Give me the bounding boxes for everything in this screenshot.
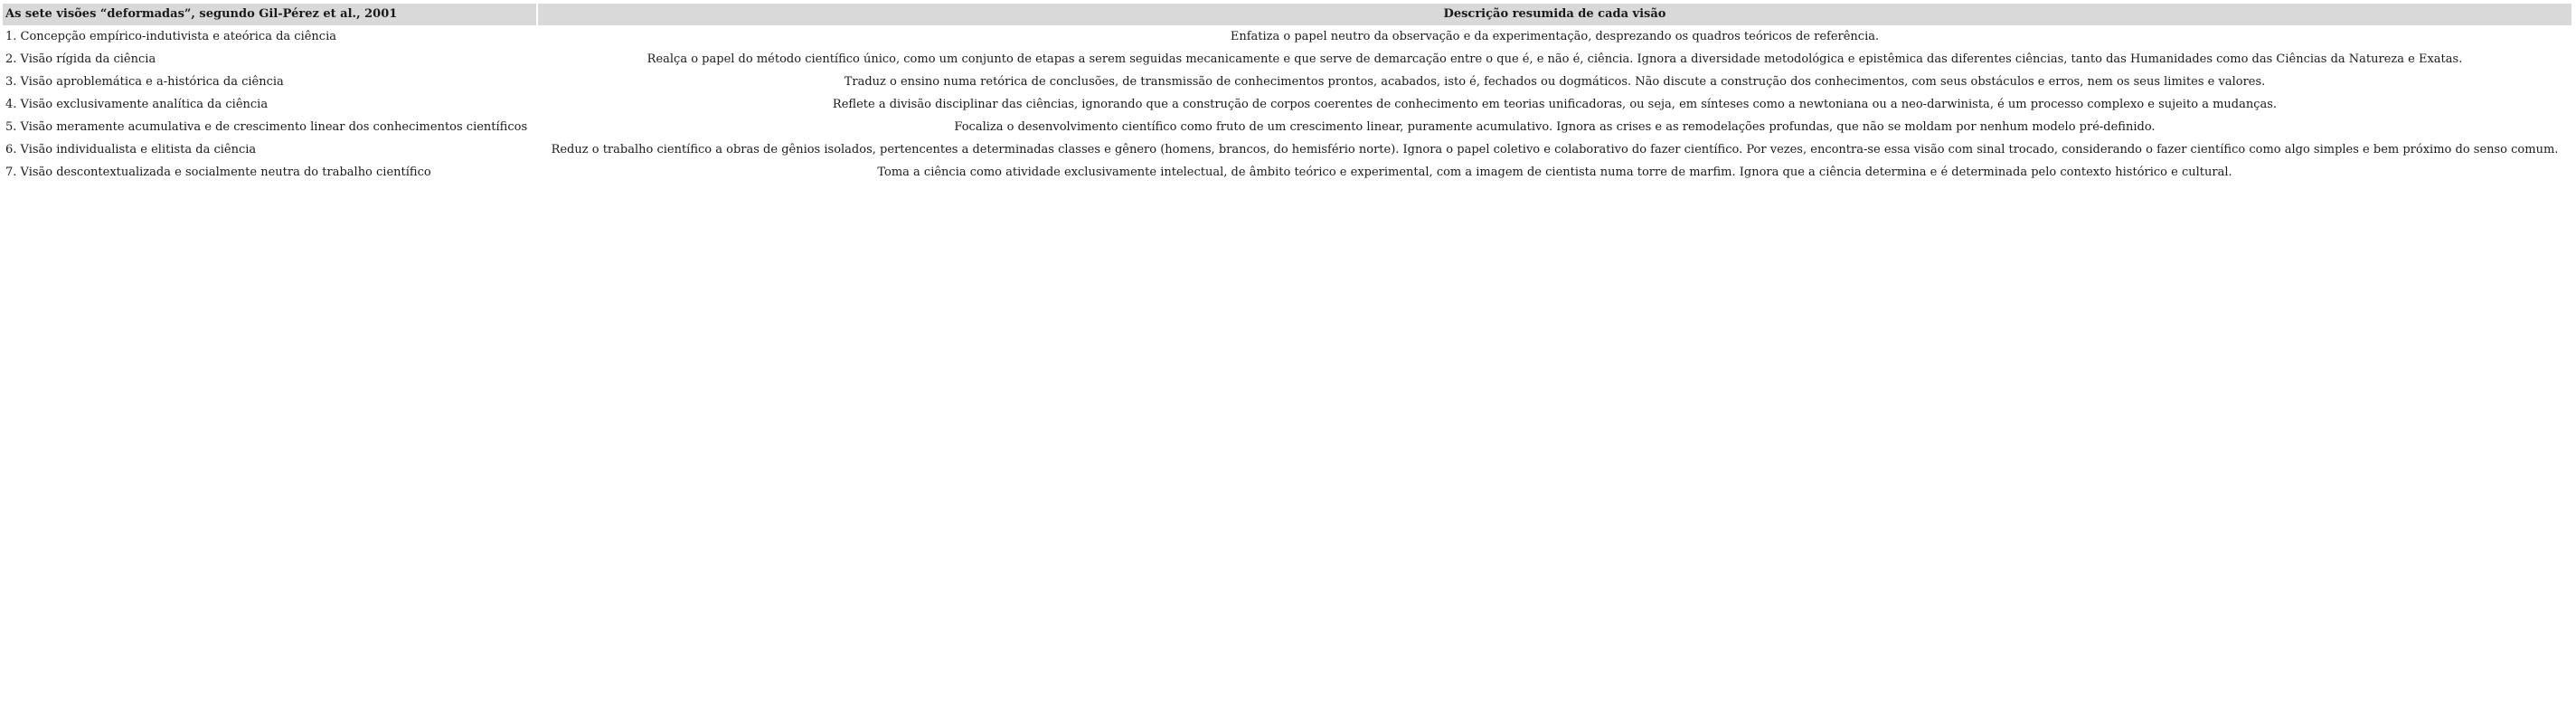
vision-name: 6. Visão individualista e elitista da ciência [5,142,257,156]
vision-description: Toma a ciência como atividade exclusivamente intelectual, de âmbito teórico e experimental, com a imagem de cientista numa torre de marfim. Ignora que a ciência determina e é determinada pelo contexto histórico e cultural. [877,165,2232,179]
table-row [3,71,2571,93]
table-body [3,25,2571,184]
vision-name: 7. Visão descontextualizada e socialmente neutra do trabalho científico [5,165,431,179]
vision-description: Traduz o ensino numa retórica de conclusões, de transmissão de conhecimentos prontos, acabados, isto é, fechados ou dogmáticos. Não discute a construção dos conhecimentos, com seus obstáculos e erros, nem os seus limites e valores. [844,74,2266,89]
vision-description: Reflete a divisão disciplinar das ciências, ignorando que a construção de corpos coerentes de conhecimento em teorias unificadoras, ou seja, em sínteses como a newtoniana ou a neo-darwinista, é um processo complexo e sujeito a mudanças. [832,97,2278,111]
visions-table [1,4,2573,184]
visions-table-container [3,4,2573,184]
table-row [3,93,2571,116]
vision-description: Realça o papel do método científico único, como um conjunto de etapas a serem seguidas mecanicamente e que serve de demarcação entre o que é, e não é, ciência. Ignora a diversidade metodológica e epistêmica das diferentes ciências, tanto das Humanidades como das Ciências da Natureza e Exatas. [646,52,2463,66]
vision-name: 5. Visão meramente acumulativa e de crescimento linear dos conhecimentos científicos [5,119,528,134]
header-description: Descrição resumida de cada visão [538,4,2571,25]
vision-description: Enfatiza o papel neutro da observação e da experimentação, desprezando os quadros teóricos de referência. [1230,29,1880,43]
vision-name: 2. Visão rígida da ciência [5,52,156,66]
vision-description: Focaliza o desenvolvimento científico como fruto de um crescimento linear, puramente acumulativo. Ignora as crises e as remodelações profundas, que não se moldam por nenhum modelo pré-definido. [954,119,2156,134]
table-row [3,48,2571,71]
vision-name: 4. Visão exclusivamente analítica da ciência [5,97,269,111]
table-row [3,161,2571,184]
vision-description: Reduz o trabalho científico a obras de gênios isolados, pertencentes a determinadas classes e gênero (homens, brancos, do hemisfério norte). Ignora o papel coletivo e colaborativo do fazer científico. Por vezes, encontra-se essa visão com sinal trocado, considerando o fazer científico como algo simples e bem próximo do senso comum. [551,142,2559,156]
table-row [3,116,2571,138]
table-header [3,4,2571,25]
vision-name: 3. Visão aproblemática e a-histórica da ciência [5,74,284,89]
header-row [3,4,2571,25]
table-row [3,138,2571,161]
header-visions: As sete visões “deformadas”, segundo Gil-Pérez et al., 2001 [3,4,536,25]
vision-name: 1. Concepção empírico-indutivista e ateórica da ciência [5,29,336,43]
table-row [3,25,2571,48]
